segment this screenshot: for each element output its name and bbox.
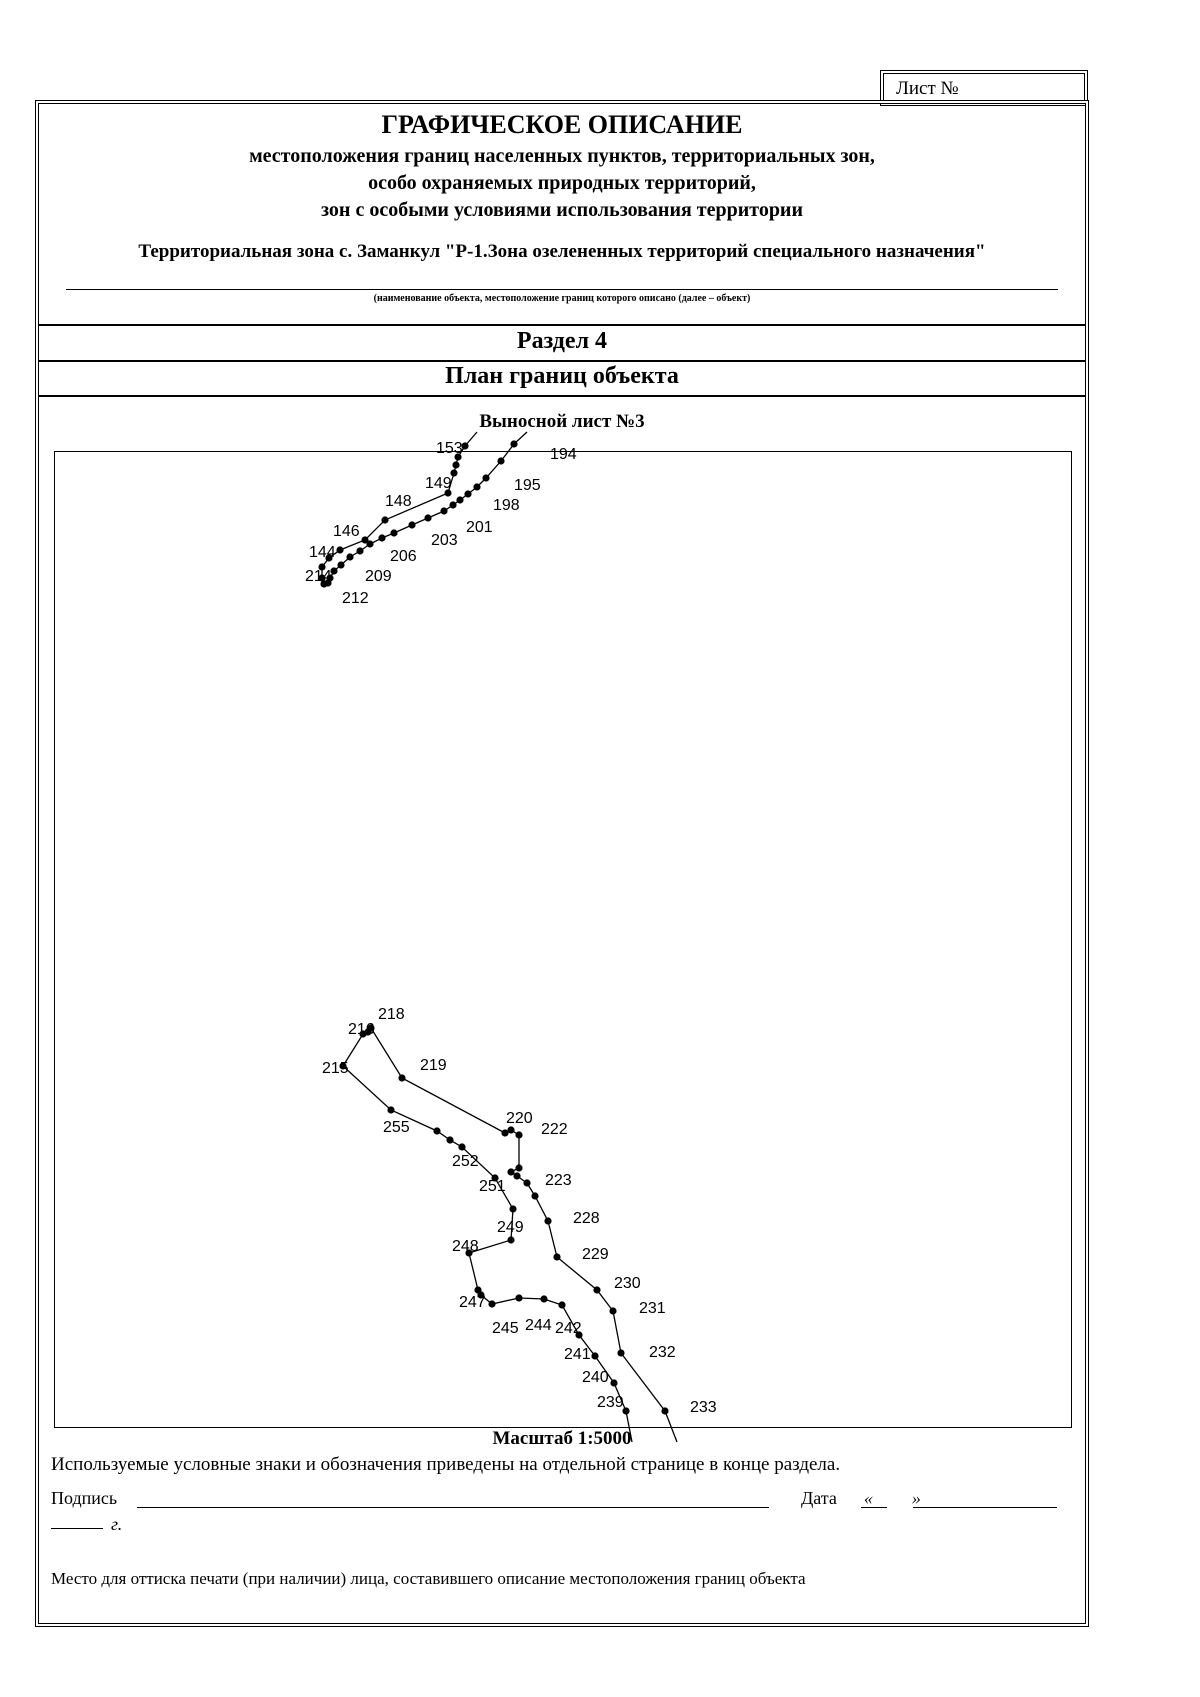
point-label-222: 222 [541,1121,568,1138]
point-label-228: 228 [573,1210,600,1227]
date-close-quote: » [911,1488,921,1508]
boundary-point-244 [515,1294,522,1301]
point-label-223: 223 [545,1172,572,1189]
sheet-number-label: Лист № [896,78,959,99]
boundary-point-255 [387,1106,394,1113]
point-label-212: 212 [342,590,369,607]
boundary-point-195 [497,457,504,464]
section-number: Раздел 4 [516,328,608,354]
boundary-point-205 [378,534,385,541]
point-label-239: 239 [597,1394,624,1411]
point-label-231: 231 [639,1300,666,1317]
boundary-point-231 [609,1307,616,1314]
point-label-203: 203 [431,532,458,549]
boundary-point-146 [336,546,343,553]
boundary-point-222 [515,1131,522,1138]
object-name-underline [66,289,1058,290]
point-label-216: 216 [348,1021,375,1038]
point-label-194: 194 [550,446,577,463]
date-open-quote: « [863,1488,873,1508]
boundary-point-196 [482,474,489,481]
point-label-241: 241 [564,1346,591,1363]
point-label-242: 242 [555,1320,582,1337]
point-label-233: 233 [690,1399,717,1416]
boundary-map-svg [55,440,1071,1427]
boundary-point-204 [390,529,397,536]
document-title: ГРАФИЧЕСКОЕ ОПИСАНИЕ [381,110,743,139]
point-label-255: 255 [383,1119,410,1136]
point-label-232: 232 [649,1344,676,1361]
boundary-point-253 [446,1136,453,1143]
date-year-line[interactable] [51,1528,103,1529]
boundary-line-1 [322,444,514,584]
annex-sheet-title: Выносной лист №3 [479,411,645,432]
boundary-point-223 [515,1164,522,1171]
point-label-144: 144 [309,544,336,561]
boundary-point-224 [507,1168,514,1175]
boundary-map [54,440,1072,1428]
boundary-point-227 [531,1192,538,1199]
boundary-point-203 [408,521,415,528]
date-field [801,1488,921,1509]
point-label-248: 248 [452,1238,479,1255]
boundary-point-209 [337,561,344,568]
point-label-215: 215 [322,1060,349,1077]
date-day-line[interactable] [861,1507,887,1508]
boundary-point-151 [452,461,459,468]
divider-section [39,360,1085,362]
legend-note: Используемые условные знаки и обозначения приведены на отдельной странице в конце раздела. [51,1454,841,1475]
subtitle-line-3: зон с особыми условиями использования территории [321,199,803,221]
boundary-point-202 [424,514,431,521]
point-label-219: 219 [420,1057,447,1074]
boundary-point-221 [507,1126,514,1133]
boundary-point-242 [558,1301,565,1308]
point-label-240: 240 [582,1369,609,1386]
stamp-note: Место для оттиска печати (при наличии) лица, составившего описание местоположения границ объекта [51,1569,806,1588]
boundary-point-243 [540,1295,547,1302]
subtitle-line-2: особо охраняемых природных территорий, [368,172,756,194]
sheet-number-box [883,73,1085,103]
boundary-point-229 [553,1253,560,1260]
boundary-point-228 [544,1217,551,1224]
boundary-point-240 [591,1352,598,1359]
point-label-252: 252 [452,1153,479,1170]
point-label-206: 206 [390,548,417,565]
point-label-198: 198 [493,497,520,514]
point-label-251: 251 [479,1178,506,1195]
date-label: Дата [801,1488,837,1508]
boundary-point-252 [458,1143,465,1150]
object-name: Территориальная зона с. Заманкул "Р-1.Зона озелененных территорий специального назначения" [138,241,986,262]
boundary-point-232 [617,1349,624,1356]
point-label-149: 149 [425,475,452,492]
point-label-249: 249 [497,1219,524,1236]
boundary-point-200 [449,501,456,508]
point-label-148: 148 [385,493,412,510]
boundary-point-198 [464,490,471,497]
divider-header [39,324,1085,326]
boundary-point-199 [456,496,463,503]
boundary-point-230 [593,1286,600,1293]
boundary-point-250 [509,1205,516,1212]
boundary-point-249 [507,1236,514,1243]
point-label-146: 146 [333,523,360,540]
point-label-229: 229 [582,1246,609,1263]
boundary-point-226 [523,1179,530,1186]
boundary-point-208 [346,553,353,560]
point-label-195: 195 [514,477,541,494]
boundary-point-233 [661,1407,668,1414]
point-label-230: 230 [614,1275,641,1292]
document-header [39,104,1085,324]
boundary-point-239 [610,1379,617,1386]
object-name-caption: (наименование объекта, местоположение границ которого описано (далее – объект) [373,293,751,304]
date-month-line[interactable] [913,1507,1057,1508]
divider-plan [39,395,1085,397]
year-suffix: г. [111,1514,123,1534]
subtitle-line-1: местоположения границ населенных пунктов, территориальных зон, [249,145,875,167]
section-name: План границ объекта [445,363,679,389]
boundary-point-148 [381,516,388,523]
map-scale: Масштаб 1:5000 [492,1428,632,1449]
boundary-point-197 [473,483,480,490]
point-label-201: 201 [466,519,493,536]
signature-label: Подпись [51,1488,118,1508]
boundary-point-254 [433,1127,440,1134]
boundary-point-219 [398,1074,405,1081]
boundary-point-247 [474,1286,481,1293]
boundary-point-194 [510,440,517,447]
document-frame [38,103,1086,1624]
point-label-209: 209 [365,568,392,585]
boundary-point-225 [513,1172,520,1179]
boundary-point-245 [488,1300,495,1307]
point-label-218: 218 [378,1006,405,1023]
boundary-point-206 [366,540,373,547]
boundary-point-201 [440,507,447,514]
boundary-point-207 [356,547,363,554]
point-label-220: 220 [506,1110,533,1127]
point-label-245: 245 [492,1320,519,1337]
signature-line[interactable] [137,1507,769,1508]
point-label-244: 244 [525,1317,552,1334]
point-label-214: 214 [305,568,332,585]
point-label-153: 153 [436,440,463,457]
point-label-247: 247 [459,1294,486,1311]
